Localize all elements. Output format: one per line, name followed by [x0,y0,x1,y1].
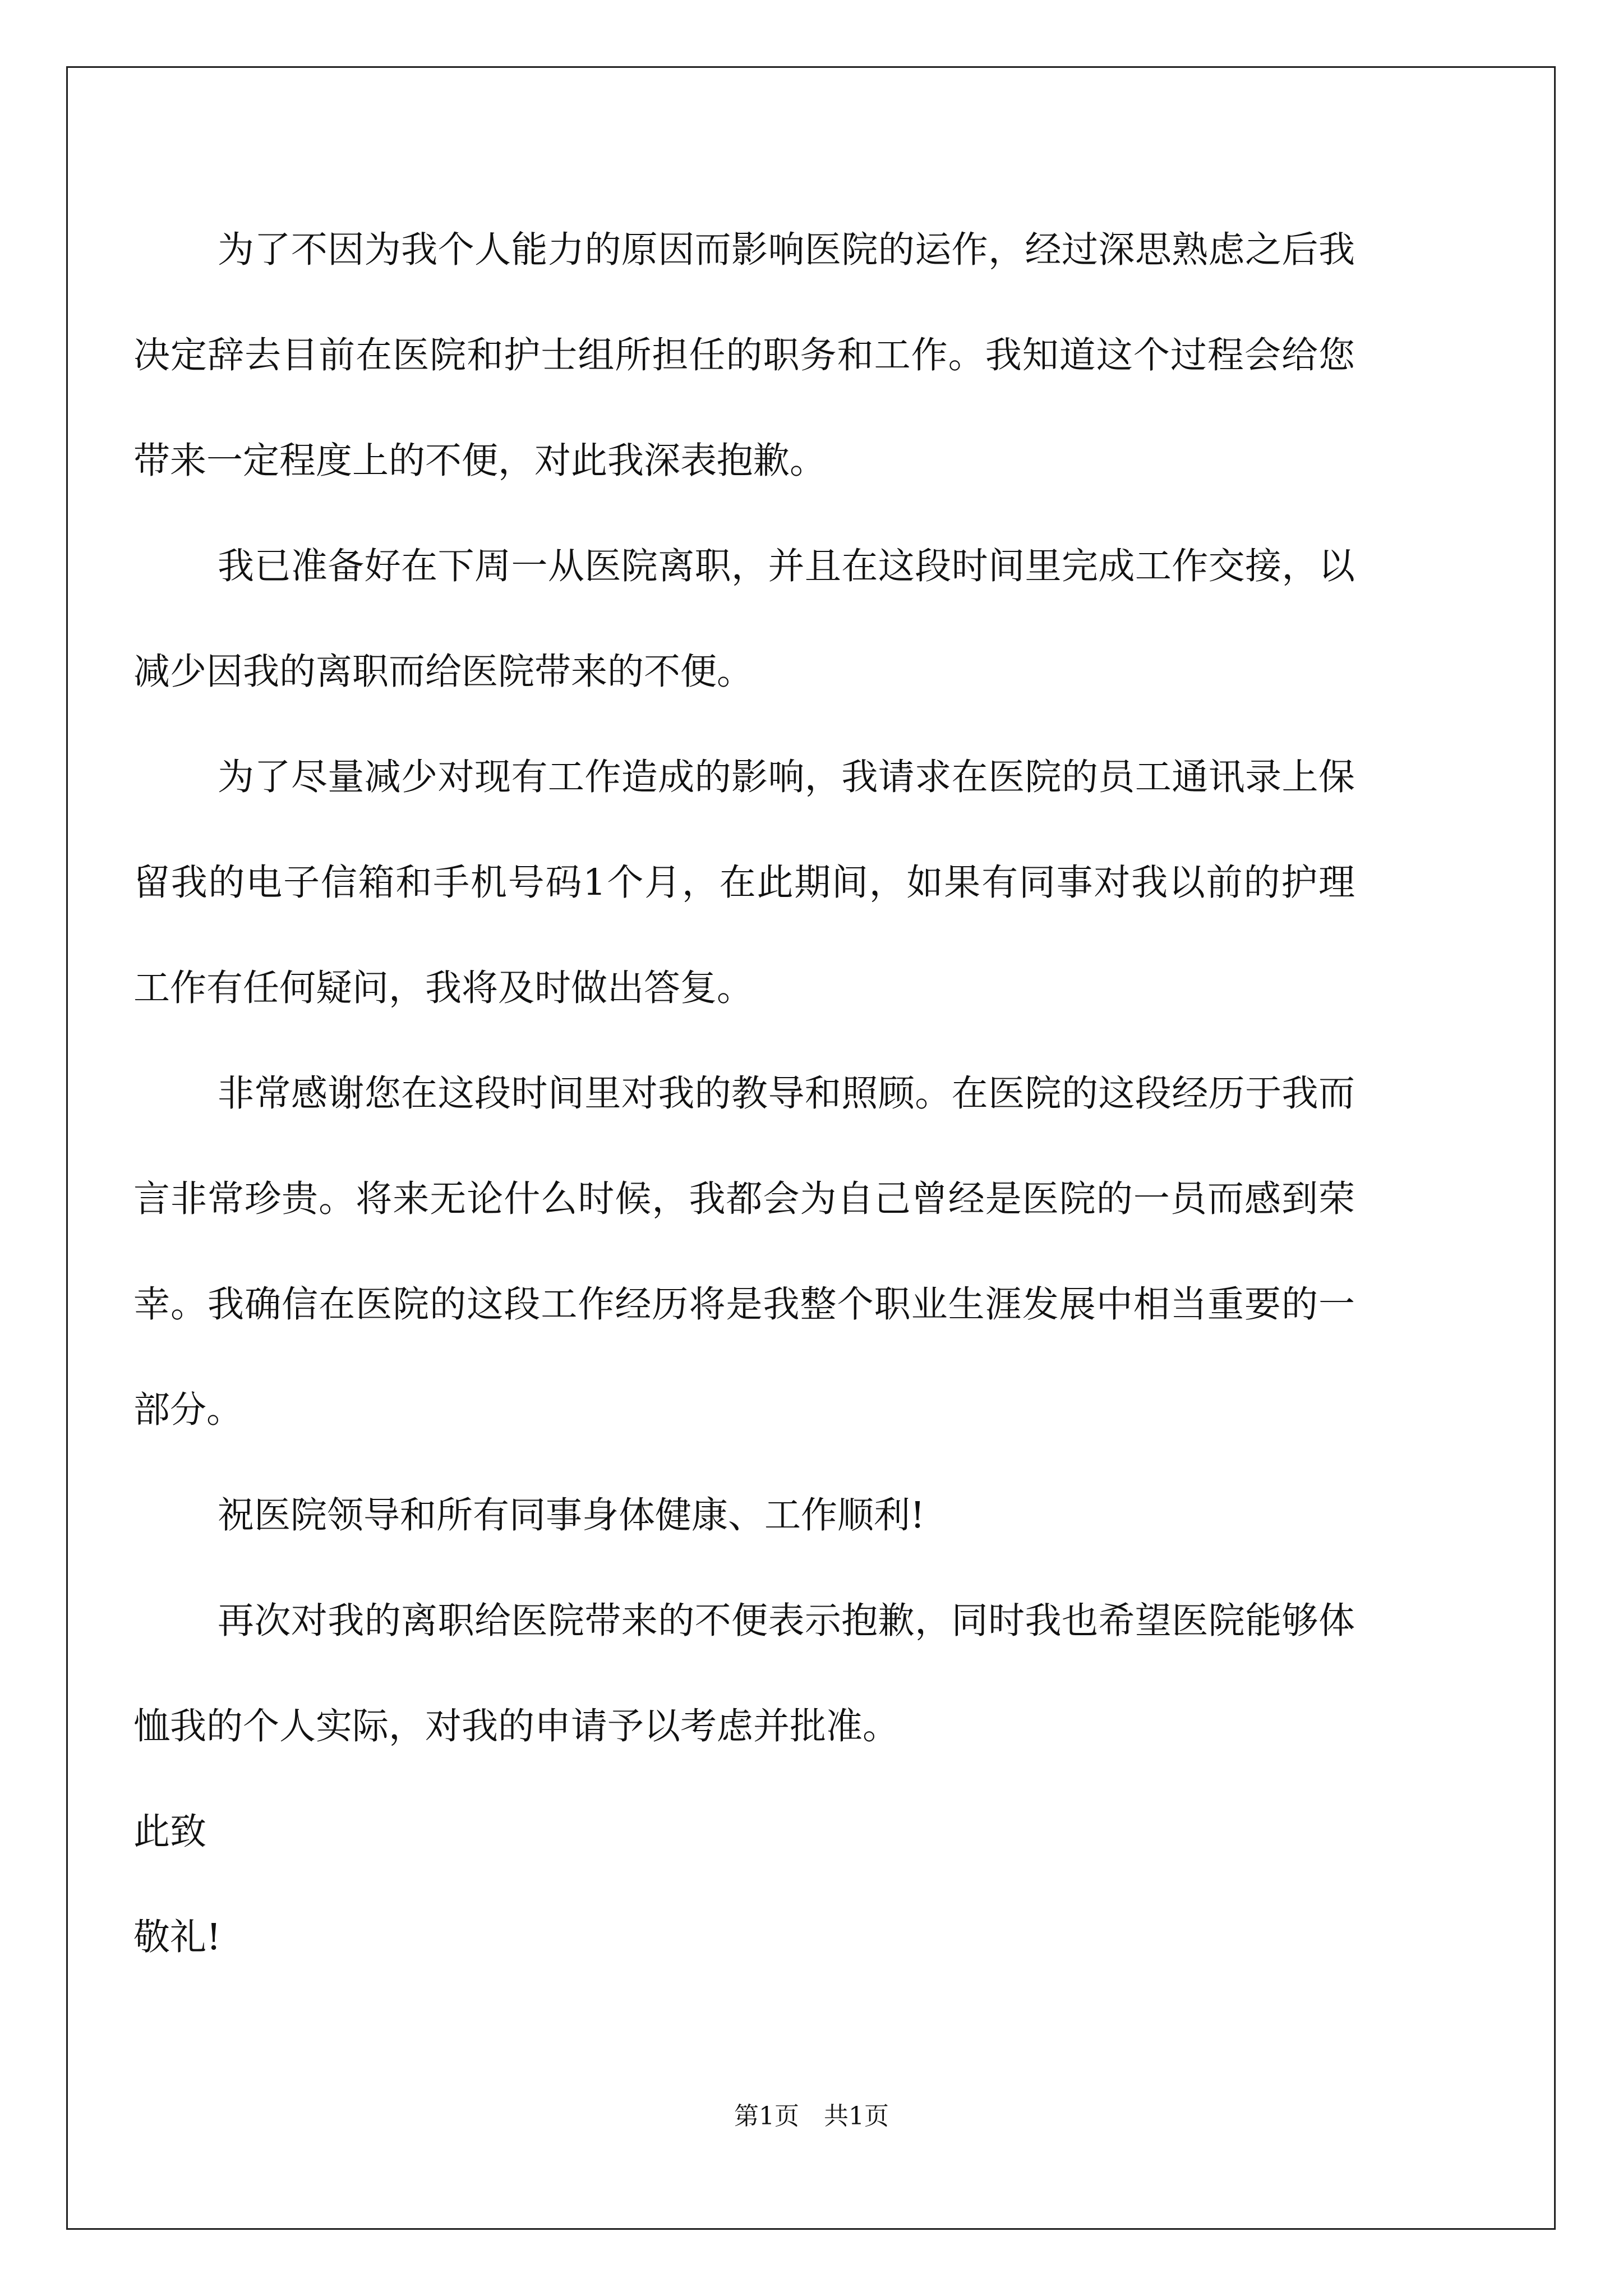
letter-body [133,197,1355,1990]
paragraph-handover: 我已准备好在下周一从医院离职，并且在这段时间里完成工作交接，以减少因我的离职而给医院带来的不便。 [133,545,1355,693]
paragraph-resignation-reason: 为了不因为我个人能力的原因而影响医院的运作，经过深思熟虑之后我决定辞去目前在医院和护士组所担任的职务和工作。我知道这个过程会给您带来一定程度上的不便，对此我深表抱歉。 [133,229,1355,482]
paragraph-contact-retention: 为了尽量减少对现有工作造成的影响，我请求在医院的员工通讯录上保留我的电子信箱和手机号码1个月，在此期间，如果有同事对我以前的护理工作有任何疑问，我将及时做出答复。 [133,756,1355,1009]
paragraph-apology: 再次对我的离职给医院带来的不便表示抱歉，同时我也希望医院能够体恤我的个人实际，对我的申请予以考虑并批准。 [133,1600,1355,1747]
page-number: 第1页 共1页 [734,2102,889,2131]
paragraph-wishes: 祝医院领导和所有同事身体健康、工作顺利! [218,1494,925,1536]
closing-salutation: 此致 [133,1811,207,1853]
closing-regards: 敬礼! [133,1916,222,1958]
paragraph-gratitude: 非常感谢您在这段时间里对我的教导和照顾。在医院的这段经历于我而言非常珍贵。将来无论什么时候，我都会为自己曾经是医院的一员而感到荣幸。我确信在医院的这段工作经历将是我整个职业生涯发展中相当重要的一部分。 [133,1073,1355,1431]
